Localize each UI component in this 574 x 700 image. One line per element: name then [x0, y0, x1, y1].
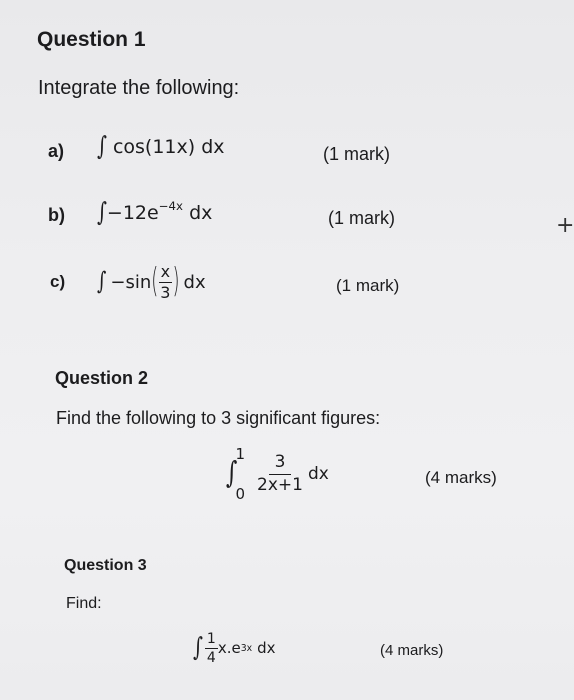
question-3-instruction: Find:: [66, 595, 102, 612]
question-2-expression: [226, 443, 329, 505]
part-a-marks: (1 mark): [323, 144, 390, 164]
integral-sign: ∫: [97, 267, 107, 296]
question-3-marks: (4 marks): [380, 642, 444, 659]
question-3-expression: [193, 625, 276, 671]
part-b-differential: dx: [189, 201, 213, 224]
lower-limit: 0: [235, 485, 246, 503]
part-c-expression: [97, 254, 206, 310]
question-2-denominator: 2x+1: [257, 475, 303, 495]
integral-sign: ∫: [97, 131, 107, 162]
part-c-fraction: [158, 261, 172, 302]
question-2-differential: dx: [307, 464, 329, 484]
part-b-label: b): [48, 205, 65, 225]
part-b-exponent: −4x: [158, 199, 184, 213]
left-paren: (: [151, 261, 159, 302]
part-c-prefix: −sin: [110, 271, 152, 293]
question-3-exponent: 3x: [240, 642, 253, 654]
integral-sign: ∫: [226, 456, 238, 490]
part-c-label: c): [50, 272, 66, 291]
question-2-numerator: 3: [269, 454, 292, 475]
upper-limit: 1: [235, 445, 246, 463]
question-2-fraction: [255, 454, 305, 494]
question-1-title: Question 1: [37, 28, 146, 51]
question-1-instruction: Integrate the following:: [38, 77, 240, 99]
question-3-fraction: [205, 632, 218, 665]
question-3-differential: dx: [257, 639, 276, 657]
question-2-title: Question 2: [55, 368, 149, 388]
part-c-marks: (1 mark): [336, 276, 400, 295]
part-a-integrand: cos(11x): [112, 136, 196, 158]
part-a-expression: [97, 131, 225, 162]
integral-sign: ∫: [193, 632, 203, 663]
part-c-differential: dx: [183, 271, 206, 293]
part-c-numerator: x: [160, 261, 171, 281]
question-3-title: Question 3: [64, 557, 147, 574]
question-2-instruction: Find the following to 3 significant figures:: [56, 408, 381, 428]
part-b-marks: (1 mark): [328, 208, 395, 228]
right-paren: ): [172, 261, 180, 302]
question-3-denominator: 4: [206, 649, 216, 666]
question-2-marks: (4 marks): [425, 468, 497, 487]
part-a-differential: dx: [201, 136, 225, 158]
integral-sign: ∫: [97, 197, 107, 227]
question-3-numerator: 1: [206, 630, 216, 647]
part-c-denominator: 3: [160, 282, 171, 302]
part-a-label: a): [48, 141, 65, 161]
part-b-expression: [97, 197, 213, 227]
part-b-coefficient: −12e: [106, 201, 159, 224]
plus-icon: +: [556, 213, 574, 238]
question-3-body: x.e: [217, 639, 241, 657]
